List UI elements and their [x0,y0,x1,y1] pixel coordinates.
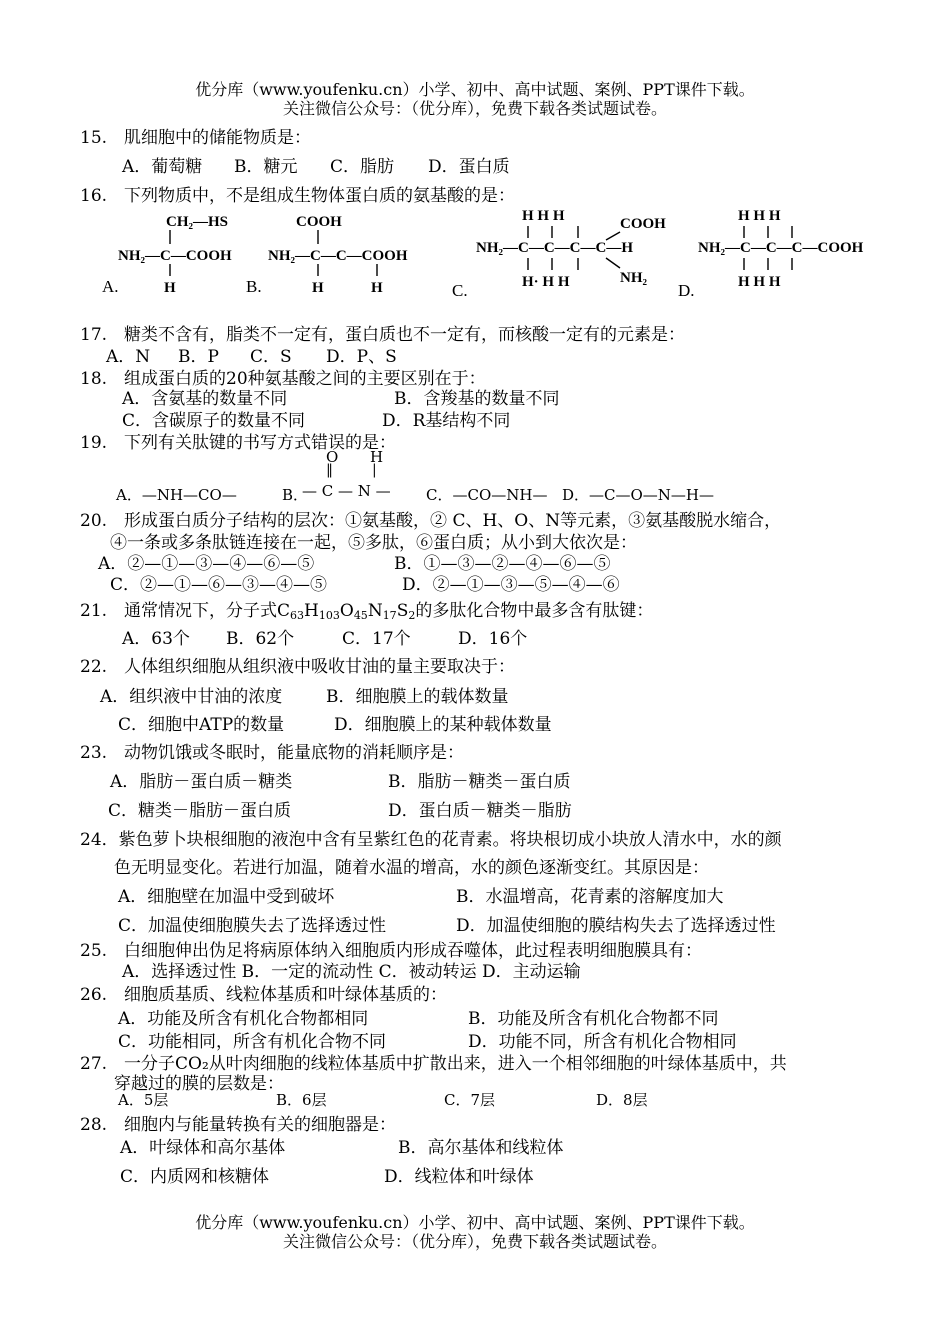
q19-b-main: — C — N — [302,482,391,500]
q24-option-d: D．加温使细胞的膜结构失去了选择透过性 [456,916,776,936]
q17-option-b: B．P [178,347,219,367]
q16-stem: 16. 下列物质中，不是组成生物体蛋白质的氨基酸的是： [80,186,516,206]
q19-b-double-bond: ‖ [326,462,333,478]
q19-b-single-bond: | [372,462,377,478]
q18-option-a: A．含氨基的数量不同 [122,389,288,409]
q22-option-d: D．细胞膜上的某种载体数量 [334,715,552,735]
q24-stem-1: 24．紫色萝卜块根细胞的液泡中含有呈紫红色的花青素。将块根切成小块放人清水中，水的颜 [80,830,782,850]
q16-b-top: COOH [296,214,342,230]
q23-option-b: B．脂肪－糖类－蛋白质 [388,772,571,792]
q20-option-b: B．①—③—②—④—⑥—⑤ [394,554,611,574]
q15-option-d: D．蛋白质 [428,157,510,177]
header-line-1: 优分库（www.youfenku.cn）小学、初中、高中试题、案例、PPT课件下载。 [195,80,755,99]
q26-option-c: C．功能相同，所含有机化合物不同 [118,1032,387,1052]
q27-stem-2: 穿越过的膜的层数是： [114,1074,284,1094]
q17-option-d: D．P、S [326,347,397,367]
q16-c-bottom: H· H H [522,274,570,290]
q16-c-top: H H H [522,208,565,224]
q19-option-d: D．—C—O—N—H— [562,486,715,504]
q22-stem: 22. 人体组织细胞从组织液中吸收甘油的量主要取决于： [80,657,516,677]
q28-option-b: B．高尔基体和线粒体 [398,1138,564,1158]
header-line-2: 关注微信公众号：（优分库），免费下载各类试题试卷。 [282,99,667,118]
q22-option-b: B．细胞膜上的载体数量 [326,687,509,707]
footer-line-2: 关注微信公众号：（优分库），免费下载各类试题试卷。 [282,1232,667,1251]
q21-option-c: C．17个 [342,629,411,649]
q27-option-b: B．6层 [276,1091,327,1109]
q16-a-main: NH₂—C—COOH [118,248,232,264]
q19-option-a: A．—NH—CO— [116,486,237,504]
q16-d-top: H H H [738,208,781,224]
q23-stem: 23. 动物饥饿或冬眠时，能量底物的消耗顺序是： [80,743,465,763]
q24-option-b: B．水温增高，花青素的溶解度加大 [456,887,724,907]
q16-structures [90,204,890,304]
q27-option-c: C．7层 [444,1091,496,1109]
q16-d-bottom: H H H [738,274,781,290]
q26-option-a: A．功能及所含有机化合物都相同 [118,1009,369,1029]
q27-option-a: A．5层 [118,1091,169,1109]
q23-option-c: C．糖类－脂肪－蛋白质 [108,801,292,821]
q17-option-a: A．N [106,347,151,367]
q16-b-main: NH₂—C—C—COOH [268,248,408,264]
q16-label-c: C. [452,281,468,300]
q16-d-main: NH₂—C—C—C—COOH [698,240,864,256]
q22-option-a: A．组织液中甘油的浓度 [100,687,283,707]
q19-option-b-label: B． [282,486,309,504]
q20-option-d: D．②—①—③—⑤—④—⑥ [402,575,620,595]
q26-option-b: B．功能及所含有机化合物都不同 [468,1009,719,1029]
q19-b-top-h: H [370,448,384,466]
q17-stem: 17. 糖类不含有，脂类不一定有，蛋白质也不一定有，而核酸一定有的元素是： [80,325,686,345]
q16-b-bottom-1: H [312,280,324,296]
q15-option-c: C．脂肪 [330,157,395,177]
q24-option-c: C．加温使细胞膜失去了选择透过性 [118,916,387,936]
q24-option-a: A．细胞壁在加温中受到破坏 [118,887,335,907]
q15-option-b: B．糖元 [234,157,298,177]
q17-option-c: C．S [250,347,292,367]
q27-stem-1: 27. 一分子CO₂从叶肉细胞的线粒体基质中扩散出来，进入一个相邻细胞的叶绿体基质中，共 [80,1054,787,1074]
q15-option-a: A．葡萄糖 [122,157,203,177]
q16-label-b: B. [246,277,262,296]
q16-c-cooh: COOH [620,216,666,232]
q19-b-top-o: O [326,448,339,466]
q16-c-nh2: NH₂ [620,270,647,286]
q21-option-d: D．16个 [458,629,528,649]
q23-option-a: A．脂肪－蛋白质－糖类 [110,772,293,792]
q21-option-a: A．63个 [122,629,190,649]
q19-stem: 19. 下列有关肽键的书写方式错误的是： [80,433,397,453]
q15-stem: 15. 肌细胞中的储能物质是： [80,128,312,148]
q28-option-d: D．线粒体和叶绿体 [384,1167,534,1187]
q19-option-c: C．—CO—NH— [426,486,548,504]
q16-b-bottom-2: H [371,280,383,296]
footer-line-1: 优分库（www.youfenku.cn）小学、初中、高中试题、案例、PPT课件下载。 [195,1213,755,1232]
q21-option-b: B．62个 [226,629,295,649]
q18-stem: 18. 组成蛋白质的20种氨基酸之间的主要区别在于： [80,369,486,389]
q26-option-d: D．功能不同，所含有机化合物相同 [468,1032,737,1052]
q18-option-c: C．含碳原子的数量不同 [122,411,306,431]
q18-option-d: D．R基结构不同 [382,411,511,431]
q16-label-d: D. [678,281,695,300]
q23-option-d: D．蛋白质－糖类－脂肪 [388,801,572,821]
q20-stem-2: ④一条或多条肽链连接在一起，⑤多肽，⑥蛋白质；从小到大依次是： [110,533,637,553]
q20-stem-1: 20. 形成蛋白质分子结构的层次：①氨基酸，② C、H、O、N等元素，③氨基酸脱水缩合， [80,511,782,531]
q16-label-a: A. [102,277,119,296]
q24-stem-2: 色无明显变化。若进行加温，随着水温的增高，水的颜色逐渐变红。其原因是： [114,858,709,878]
q28-stem: 28. 细胞内与能量转换有关的细胞器是： [80,1115,397,1135]
q20-option-a: A．②—①—③—④—⑥—⑤ [98,554,315,574]
q16-a-bottom: H [164,280,176,296]
q26-stem: 26. 细胞质基质、线粒体基质和叶绿体基质的： [80,985,448,1005]
q27-option-d: D．8层 [596,1091,648,1109]
q20-option-c: C．②—①—⑥—③—④—⑤ [110,575,328,595]
q28-option-c: C．内质网和核糖体 [120,1167,270,1187]
q16-c-main: NH₂—C—C—C—C—H [476,240,633,256]
q25-stem: 25. 白细胞伸出伪足将病原体纳入细胞质内形成吞噬体，此过程表明细胞膜具有： [80,941,703,961]
q22-option-c: C．细胞中ATP的数量 [118,715,285,735]
q28-option-a: A．叶绿体和高尔基体 [120,1138,286,1158]
q21-stem: 21. 通常情况下，分子式$C_{63}H_{103}O_{45}N_{17}S_2$的多肽化合物中最多含有肽键： [80,601,654,622]
q18-option-b: B．含羧基的数量不同 [394,389,560,409]
q16-a-top: CH₂—HS [166,214,229,230]
q25-options: A．选择透过性 B．一定的流动性 C．被动转运 D．主动运输 [122,962,581,982]
